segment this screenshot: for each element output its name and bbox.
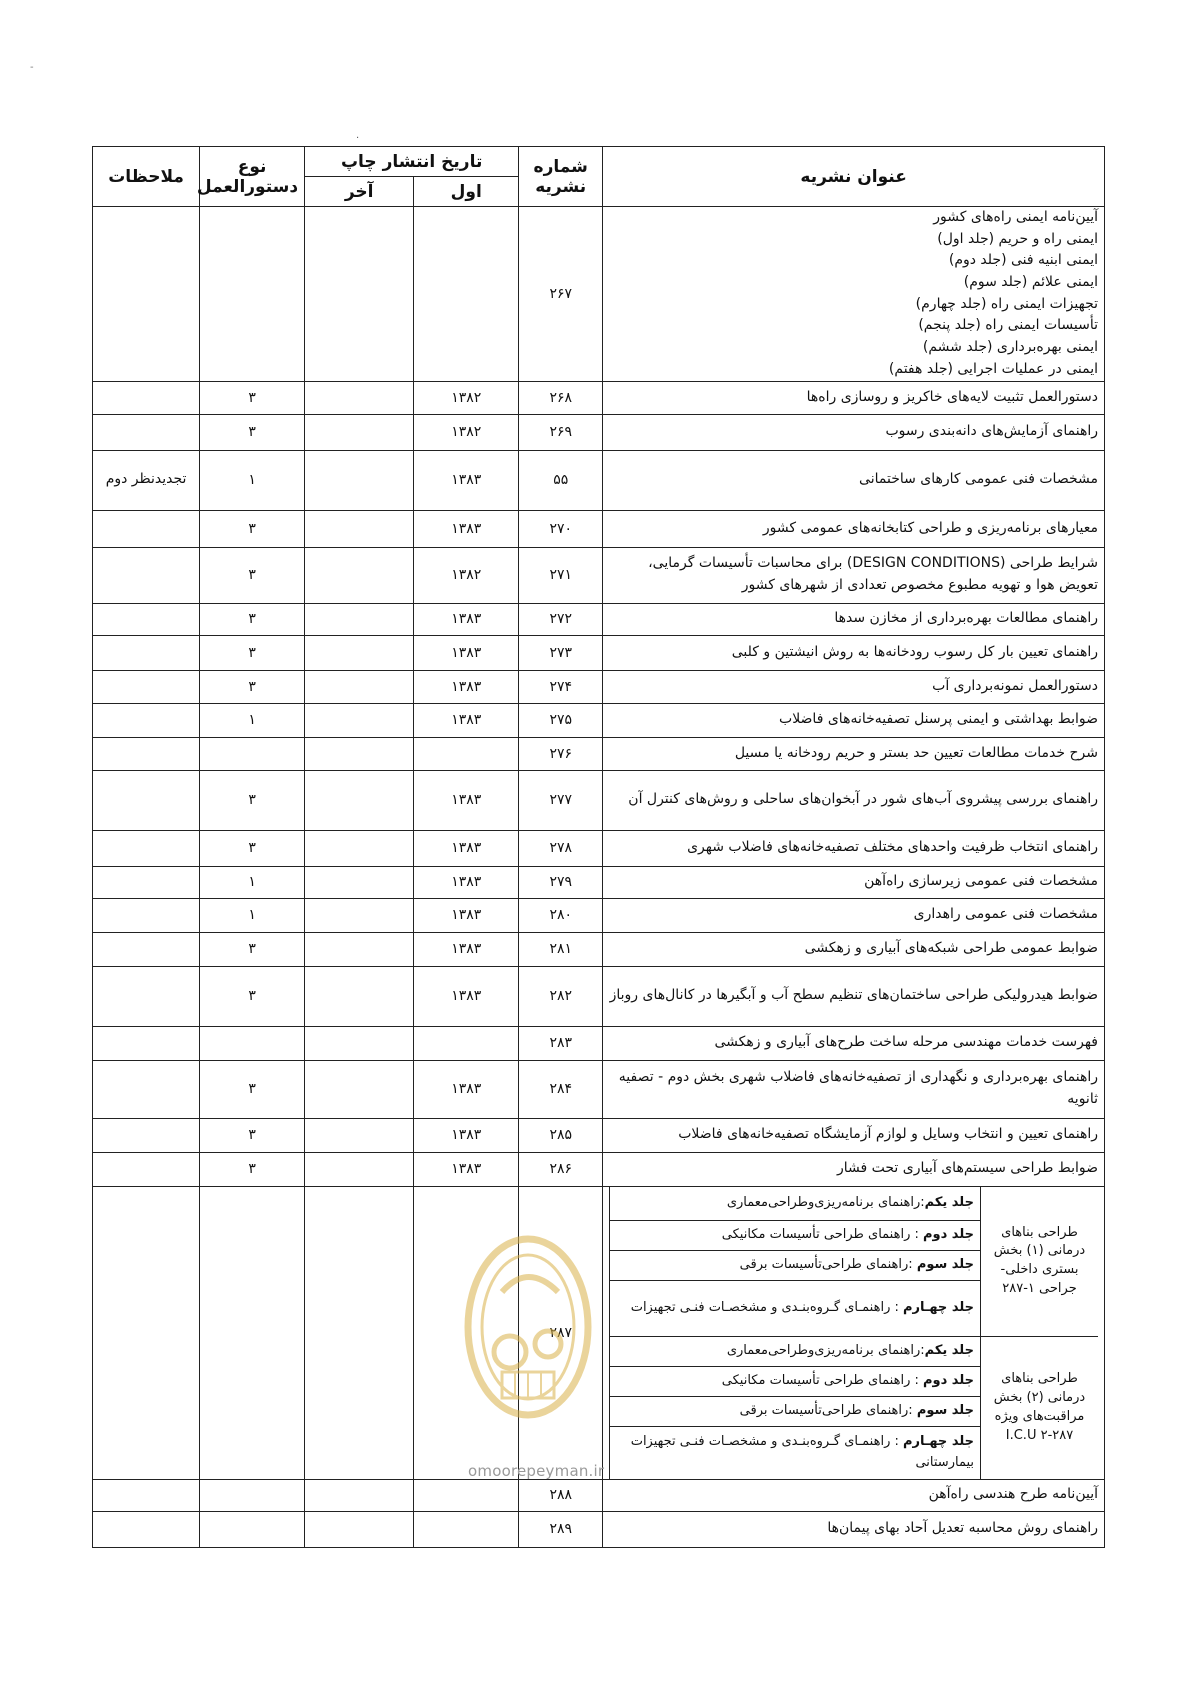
table-row: [93, 737, 1105, 770]
row-type: ۱: [200, 866, 305, 898]
row-notes: تجدیدنظر دوم: [93, 450, 200, 510]
row-notes: [93, 898, 200, 932]
row-number: ۵۵: [519, 450, 603, 510]
row-last-date: [305, 510, 414, 547]
row-first-date: ۱۳۸۳: [414, 1060, 519, 1118]
row-type: [200, 1479, 305, 1511]
title-line: تأسیسات ایمنی راه (جلد پنجم): [918, 317, 1098, 334]
row-type: ۳: [200, 603, 305, 635]
header-type: [196, 147, 305, 207]
volume-entry: [610, 1397, 981, 1427]
row-title: مشخصات فنی عمومی کارهای ساختمانی: [603, 450, 1105, 510]
row-number: ۲۸۶: [519, 1152, 603, 1186]
row-type: [200, 737, 305, 770]
row-title: راهنمای بررسی پیشروی آب‌های شور در آبخوان‌های ساحلی و روش‌های کنترل آن: [603, 770, 1105, 830]
row-number: ۲۷۹: [519, 866, 603, 898]
watermark-url: omoorepeyman.ir: [468, 1462, 605, 1480]
row-number: ۲۶۸: [519, 381, 603, 414]
title-line: ایمنی در عملیات اجرایی (جلد هفتم): [888, 360, 1098, 377]
volume-group-2: طراحی بناهای درمانی (۲) بخش مراقبت‌های ویژه I.C.U ۲-۲۸۷: [981, 1337, 1099, 1479]
row-title: شرایط طراحی (DESIGN CONDITIONS) برای محاسبات تأسیسات گرمایی، تعویض هوا و تهویه مطبوع مخصوص تعدادی از شهرهای کشور: [603, 547, 1105, 603]
row-last-date: [305, 932, 414, 966]
row-title: راهنمای آزمایش‌های دانه‌بندی رسوب: [603, 414, 1105, 450]
row-last-date: [305, 770, 414, 830]
row-notes: [93, 1060, 200, 1118]
row-last-date: [305, 1026, 414, 1060]
row-first-date: [414, 737, 519, 770]
row-number: ۲۷۷: [519, 770, 603, 830]
row-number: ۲۷۶: [519, 737, 603, 770]
row-first-date: [414, 1186, 519, 1479]
volume-text: : راهنمای طراحی تأسیسات مکانیکی: [721, 1373, 923, 1389]
volume-text: :راهنمای طراحی‌تأسیسات برقی: [739, 1403, 917, 1419]
row-type: ۳: [200, 670, 305, 703]
scan-dot: .: [356, 130, 360, 141]
volume-text: :راهنمای برنامه‌ریزی‌وطراحی‌معماری: [726, 1194, 925, 1210]
title-line: ایمنی راه و حریم (جلد اول): [937, 230, 1098, 247]
row-number: ۲۷۴: [519, 670, 603, 703]
row-first-date: ۱۳۸۳: [414, 1152, 519, 1186]
row-title: ضوابط عمومی طراحی شبکه‌های آبیاری و زهکشی: [603, 932, 1105, 966]
volume-text: :راهنمای برنامه‌ریزی‌وطراحی‌معماری: [726, 1343, 925, 1359]
row-first-date: ۱۳۸۳: [414, 603, 519, 635]
volume-heading: جلد یکم: [924, 1194, 974, 1210]
volume-heading: جلد چهـارم: [903, 1300, 974, 1316]
row-type: [200, 1186, 305, 1479]
row-type: [200, 1511, 305, 1547]
row-type: ۳: [200, 1060, 305, 1118]
row-number: ۲۸۷: [519, 1186, 603, 1479]
row-number: ۲۸۰: [519, 898, 603, 932]
row-number: ۲۸۸: [519, 1479, 603, 1511]
row-last-date: [305, 1060, 414, 1118]
row-notes: [93, 510, 200, 547]
table-row: [93, 703, 1105, 737]
row-title: راهنمای تعیین بار کل رسوب رودخانه‌ها به روش انیشتین و کلبی: [603, 635, 1105, 670]
row-last-date: [305, 1152, 414, 1186]
table-row: [93, 1511, 1105, 1547]
row-last-date: [305, 547, 414, 603]
header-date-group: تاریخ انتشار چاپ: [305, 147, 519, 177]
row-number: ۲۷۰: [519, 510, 603, 547]
row-type: ۳: [200, 635, 305, 670]
row-number: ۲۶۷: [519, 207, 603, 382]
row-last-date: [305, 670, 414, 703]
title-line: ایمنی ابنیه فنی (جلد دوم): [948, 252, 1098, 269]
volume-heading: جلد دوم: [923, 1373, 974, 1389]
row-last-date: [305, 381, 414, 414]
row-title: معیارهای برنامه‌ریزی و طراحی کتابخانه‌های عمومی کشور: [603, 510, 1105, 547]
row-type: ۱: [200, 450, 305, 510]
row-notes: [93, 603, 200, 635]
row-first-date: ۱۳۸۳: [414, 830, 519, 866]
row-last-date: [305, 1118, 414, 1152]
scan-mark: -: [30, 62, 34, 73]
row-last-date: [305, 703, 414, 737]
row-type: [200, 1026, 305, 1060]
table-row: [93, 414, 1105, 450]
row-title: آیین‌نامه طرح هندسی راه‌آهن: [603, 1479, 1105, 1511]
volume-entry: [610, 1337, 981, 1367]
row-title: مشخصات فنی عمومی راهداری: [603, 898, 1105, 932]
row-title: دستورالعمل نمونه‌برداری آب: [603, 670, 1105, 703]
table-row: [93, 670, 1105, 703]
row-title: راهنمای انتخاب ظرفیت واحدهای مختلف تصفیه‌خانه‌های فاضلاب شهری: [603, 830, 1105, 866]
table-row: [93, 381, 1105, 414]
row-type: [200, 207, 305, 382]
row-title: دستورالعمل تثبیت لایه‌های خاکریز و روسازی راه‌ها: [603, 381, 1105, 414]
row-first-date: ۱۳۸۳: [414, 510, 519, 547]
row-first-date: ۱۳۸۳: [414, 866, 519, 898]
volume-text: : راهنمای طراحی تأسیسات مکانیکی: [721, 1227, 923, 1243]
table-row: [93, 770, 1105, 830]
row-last-date: [305, 207, 414, 382]
table-row: [93, 635, 1105, 670]
row-first-date: ۱۳۸۳: [414, 670, 519, 703]
row-first-date: ۱۳۸۳: [414, 770, 519, 830]
table-row: [93, 1479, 1105, 1511]
row-notes: [93, 1026, 200, 1060]
volume-heading: جلد دوم: [923, 1227, 974, 1243]
row-title: راهنمای روش محاسبه تعدیل آحاد بهای پیمان‌ها: [603, 1511, 1105, 1547]
volume-heading: جلد چهـارم: [903, 1433, 974, 1449]
row-number: ۲۷۲: [519, 603, 603, 635]
table-row: [93, 898, 1105, 932]
header-type-line1: نوع: [237, 156, 267, 177]
title-line: آیین‌نامه ایمنی راه‌های کشور: [933, 209, 1098, 225]
header-date-first: اول: [414, 177, 519, 207]
header-number-line1: شماره: [533, 156, 588, 177]
volume-entry: [610, 1251, 981, 1281]
row-notes: [93, 1511, 200, 1547]
row-287-volumes: [603, 1186, 1105, 1479]
row-title: راهنمای بهره‌برداری و نگهداری از تصفیه‌خانه‌های فاضلاب شهری بخش دوم - تصفیه ثانویه: [603, 1060, 1105, 1118]
row-title: راهنمای مطالعات بهره‌برداری از مخازن سدها: [603, 603, 1105, 635]
row-first-date: ۱۳۸۳: [414, 703, 519, 737]
row-last-date: [305, 737, 414, 770]
table-row: [93, 547, 1105, 603]
row-notes: [93, 737, 200, 770]
row-notes: [93, 670, 200, 703]
table-row: [93, 1060, 1105, 1118]
row-notes: [93, 1186, 200, 1479]
row-title: شرح خدمات مطالعات تعیین حد بستر و حریم رودخانه یا مسیل: [603, 737, 1105, 770]
volumes-table: [609, 1187, 1098, 1479]
row-type: ۳: [200, 547, 305, 603]
volume-entry: [610, 1367, 981, 1397]
row-type: ۳: [200, 1152, 305, 1186]
row-last-date: [305, 866, 414, 898]
row-last-date: [305, 830, 414, 866]
table-row: [93, 932, 1105, 966]
row-notes: [93, 703, 200, 737]
row-number: ۲۷۵: [519, 703, 603, 737]
volume-heading: جلد سوم: [916, 1257, 974, 1273]
row-type: ۳: [200, 770, 305, 830]
row-notes: [93, 966, 200, 1026]
row-last-date: [305, 1511, 414, 1547]
table-row: [93, 830, 1105, 866]
row-first-date: [414, 1511, 519, 1547]
publications-table: [92, 146, 1105, 1548]
row-first-date: ۱۳۸۳: [414, 450, 519, 510]
row-number: ۲۶۹: [519, 414, 603, 450]
row-number: ۲۸۵: [519, 1118, 603, 1152]
row-notes: [93, 866, 200, 898]
row-number: ۲۸۳: [519, 1026, 603, 1060]
header-number: [519, 147, 603, 207]
row-title: [603, 207, 1105, 382]
table-row: [93, 966, 1105, 1026]
header-number-line2: نشریه: [535, 176, 587, 197]
volume-entry: [610, 1281, 981, 1337]
row-notes: [93, 1479, 200, 1511]
volume-text: :راهنمای طراحی‌تأسیسات برقی: [739, 1257, 917, 1273]
table-row: [93, 1026, 1105, 1060]
header-notes: ملاحظات: [93, 147, 200, 207]
table-row: [93, 866, 1105, 898]
volume-heading: جلد سوم: [916, 1403, 974, 1419]
row-notes: [93, 1118, 200, 1152]
row-first-date: ۱۳۸۳: [414, 1118, 519, 1152]
row-first-date: [414, 207, 519, 382]
row-first-date: ۱۳۸۲: [414, 381, 519, 414]
table-row-287: [93, 1186, 1105, 1479]
row-notes: [93, 770, 200, 830]
row-number: ۲۸۱: [519, 932, 603, 966]
row-last-date: [305, 966, 414, 1026]
row-notes: [93, 1152, 200, 1186]
row-first-date: ۱۳۸۳: [414, 932, 519, 966]
row-type: ۳: [200, 414, 305, 450]
table-row: [93, 603, 1105, 635]
row-type: ۱: [200, 703, 305, 737]
header-title: عنوان نشریه: [603, 147, 1105, 207]
row-first-date: [414, 1026, 519, 1060]
row-type: ۳: [200, 1118, 305, 1152]
row-type: ۳: [200, 510, 305, 547]
title-line: تجهیزات ایمنی راه (جلد چهارم): [915, 295, 1098, 312]
row-title: ضوابط بهداشتی و ایمنی پرسنل تصفیه‌خانه‌های فاضلاب: [603, 703, 1105, 737]
row-number: ۲۷۳: [519, 635, 603, 670]
row-number: ۲۷۱: [519, 547, 603, 603]
row-first-date: ۱۳۸۳: [414, 635, 519, 670]
row-notes: [93, 547, 200, 603]
row-number: ۲۸۹: [519, 1511, 603, 1547]
volume-entry: [610, 1221, 981, 1251]
row-title: ضوابط هیدرولیکی طراحی ساختمان‌های تنظیم سطح آب و آبگیرها در کانال‌های روباز: [603, 966, 1105, 1026]
volume-text: : راهنمـای گـروه‌بنـدی و مشخصـات فنـی تجهیزات: [630, 1300, 903, 1316]
row-notes: [93, 381, 200, 414]
volume-text: : راهنمـای گـروه‌بنـدی و مشخصـات فنـی تجهیزات بیمارستانی: [630, 1433, 974, 1470]
row-notes: [93, 830, 200, 866]
row-type: ۳: [200, 830, 305, 866]
row-last-date: [305, 1186, 414, 1479]
row-notes: [93, 414, 200, 450]
row-title: ضوابط طراحی سیستم‌های آبیاری تحت فشار: [603, 1152, 1105, 1186]
table-row: [93, 510, 1105, 547]
row-notes: [93, 932, 200, 966]
volume-entry: [610, 1427, 981, 1479]
row-notes: [93, 207, 200, 382]
row-first-date: ۱۳۸۳: [414, 898, 519, 932]
row-type: ۳: [200, 381, 305, 414]
volume-heading: جلد یکم: [924, 1343, 974, 1359]
row-last-date: [305, 603, 414, 635]
row-first-date: ۱۳۸۳: [414, 966, 519, 1026]
table-row: [93, 1152, 1105, 1186]
row-last-date: [305, 450, 414, 510]
row-title: مشخصات فنی عمومی زیرسازی راه‌آهن: [603, 866, 1105, 898]
row-last-date: [305, 414, 414, 450]
row-last-date: [305, 898, 414, 932]
row-type: ۳: [200, 966, 305, 1026]
row-last-date: [305, 1479, 414, 1511]
table-row: [93, 1118, 1105, 1152]
title-line: ایمنی بهره‌برداری (جلد ششم): [922, 339, 1098, 356]
table-row: [93, 207, 1105, 382]
row-number: ۲۸۲: [519, 966, 603, 1026]
title-line: ایمنی علائم (جلد سوم): [963, 274, 1098, 291]
row-last-date: [305, 635, 414, 670]
volume-group-1: طراحی بناهای درمانی (۱) بخش بستری داخلی- جراحی ۱-۲۸۷: [981, 1187, 1099, 1337]
table-row: [93, 450, 1105, 510]
row-first-date: [414, 1479, 519, 1511]
row-number: ۲۷۸: [519, 830, 603, 866]
row-number: ۲۸۴: [519, 1060, 603, 1118]
row-title: فهرست خدمات مهندسی مرحله ساخت طرح‌های آبیاری و زهکشی: [603, 1026, 1105, 1060]
row-first-date: ۱۳۸۲: [414, 547, 519, 603]
header-date-last: آخر: [305, 177, 414, 207]
row-type: ۳: [200, 932, 305, 966]
row-type: ۱: [200, 898, 305, 932]
volume-entry: [610, 1187, 981, 1221]
row-notes: [93, 635, 200, 670]
row-title: راهنمای تعیین و انتخاب وسایل و لوازم آزمایشگاه تصفیه‌خانه‌های فاضلاب: [603, 1118, 1105, 1152]
header-type-line2: دستورالعمل: [196, 176, 299, 197]
row-first-date: ۱۳۸۲: [414, 414, 519, 450]
